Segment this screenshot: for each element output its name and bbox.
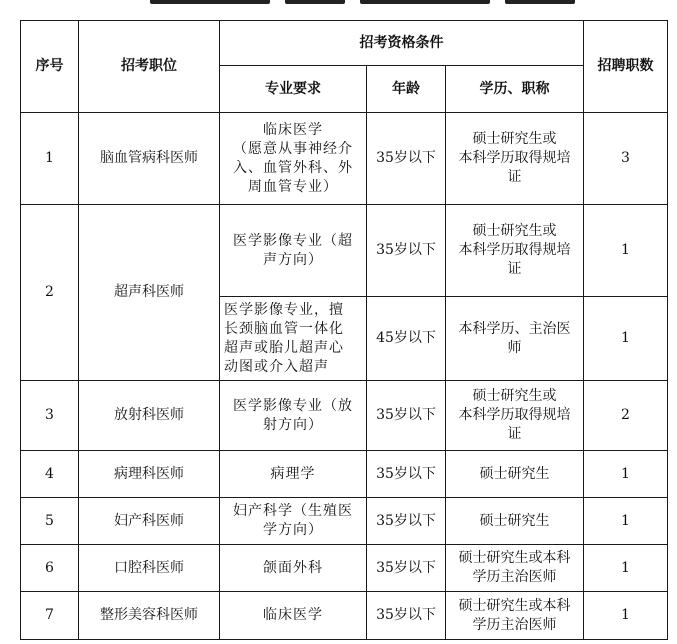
row-count: 1: [584, 205, 668, 297]
row-major: 颌面外科: [220, 545, 367, 592]
row-age: 45岁以下: [367, 297, 446, 381]
header-count: 招聘职数: [584, 21, 668, 113]
row-major: 妇产科学（生殖医 学方向）: [220, 498, 367, 545]
row-education: 硕士研究生或 本科学历取得规培 证: [446, 205, 584, 297]
header-education: 学历、职称: [446, 66, 584, 113]
row-no: 2: [21, 205, 79, 381]
row-education: 硕士研究生或本科 学历主治医师: [446, 592, 584, 640]
row-education: 硕士研究生或本科 学历主治医师: [446, 545, 584, 592]
row-position: 超声科医师: [79, 205, 220, 381]
row-education: 硕士研究生: [446, 451, 584, 498]
header-no: 序号: [21, 21, 79, 113]
row-position: 妇产科医师: [79, 498, 220, 545]
row-age: 35岁以下: [367, 381, 446, 451]
row-no: 4: [21, 451, 79, 498]
row-major: 临床医学 （愿意从事神经介 入、血管外科、外 周血管专业）: [220, 113, 367, 205]
row-count: 2: [584, 381, 668, 451]
row-education: 硕士研究生: [446, 498, 584, 545]
row-age: 35岁以下: [367, 205, 446, 297]
table-row: [21, 451, 668, 498]
row-count: 1: [584, 498, 668, 545]
table-row: [21, 205, 668, 297]
row-age: 35岁以下: [367, 113, 446, 205]
row-age: 35岁以下: [367, 451, 446, 498]
row-count: 3: [584, 113, 668, 205]
header-qualifications: 招考资格条件: [220, 21, 584, 66]
row-education: 硕士研究生或 本科学历取得规培 证: [446, 113, 584, 205]
recruitment-table: [20, 20, 668, 640]
row-position: 放射科医师: [79, 381, 220, 451]
row-education: 本科学历、主治医 师: [446, 297, 584, 381]
table-row: [21, 592, 668, 640]
header-age: 年龄: [367, 66, 446, 113]
cropped-title-strip: [0, 0, 677, 8]
row-age: 35岁以下: [367, 545, 446, 592]
row-count: 1: [584, 545, 668, 592]
header-position: 招考职位: [79, 21, 220, 113]
row-major: 病理学: [220, 451, 367, 498]
row-education: 硕士研究生或 本科学历取得规培 证: [446, 381, 584, 451]
row-position: 口腔科医师: [79, 545, 220, 592]
row-position: 病理科医师: [79, 451, 220, 498]
row-major: 医学影像专业（超 声方向）: [220, 205, 367, 297]
row-position: 脑血管病科医师: [79, 113, 220, 205]
table-row: [21, 381, 668, 451]
row-no: 3: [21, 381, 79, 451]
row-age: 35岁以下: [367, 498, 446, 545]
row-count: 1: [584, 451, 668, 498]
row-major: 医学影像专业（放 射方向）: [220, 381, 367, 451]
header-major: 专业要求: [220, 66, 367, 113]
table-row: [21, 113, 668, 205]
row-major: 临床医学: [220, 592, 367, 640]
row-position: 整形美容科医师: [79, 592, 220, 640]
table-row: [21, 498, 668, 545]
table-row: [21, 545, 668, 592]
row-no: 1: [21, 113, 79, 205]
row-no: 5: [21, 498, 79, 545]
row-no: 7: [21, 592, 79, 640]
row-count: 1: [584, 592, 668, 640]
row-no: 6: [21, 545, 79, 592]
row-age: 35岁以下: [367, 592, 446, 640]
row-major: 医学影像专业，擅 长颈脑血管一体化 超声或胎儿超声心 动图或介入超声: [220, 297, 367, 381]
row-count: 1: [584, 297, 668, 381]
